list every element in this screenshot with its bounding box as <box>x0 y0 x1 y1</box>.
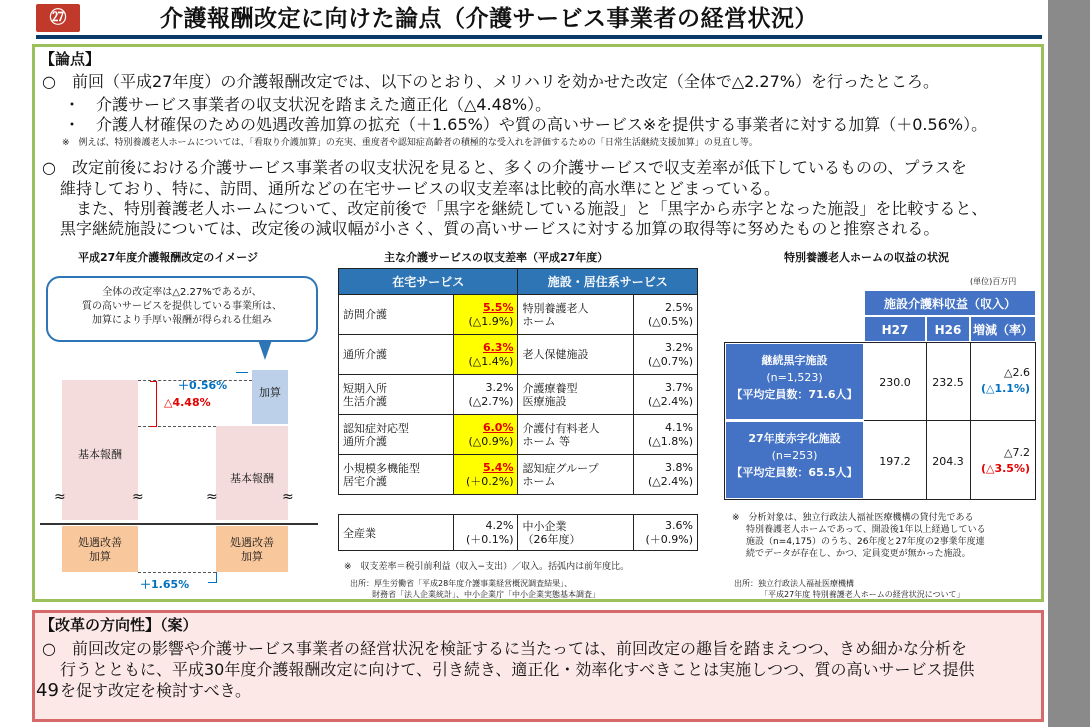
plus-165-label: ＋1.65% <box>140 578 190 591</box>
header-income: 施設介護料収益（収入） <box>864 290 1036 316</box>
ref-service-left: 全産業 <box>339 515 454 551</box>
row-value-left-rate: 6.0% <box>482 420 514 434</box>
wave-mark-2: ≈ <box>132 489 144 505</box>
ronten-heading: 【論点】 <box>40 50 101 68</box>
left-panel-title: 平成27年度介護報酬改定のイメージ <box>78 251 258 264</box>
ref-value-left-diff: (＋0.1%) <box>465 532 514 546</box>
ronten-line-2: ・ 介護サービス事業者の収支状況を踏まえた適正化（△4.48%）。 <box>64 95 552 114</box>
margin-table <box>338 268 698 495</box>
mid-source-1: 出所：厚生労働省「平成28年度介護事業経営概況調査結果」、 <box>350 579 573 588</box>
callout-line-3: 加算により手厚い報酬が得られる仕組み <box>92 315 272 326</box>
callout-line-2: 質の高いサービスを提供している事業所は、 <box>82 301 282 312</box>
red-rate: (△3.5%) <box>980 462 1030 475</box>
row-value-left-diff: (△2.7%) <box>468 394 514 408</box>
row-label-avg: 【平均定員数：71.6人】 <box>731 388 858 401</box>
ref-value-right-rate: 3.6% <box>665 518 693 532</box>
row-value-left-diff: (＋0.2%) <box>465 474 514 488</box>
row-value-right <box>633 455 697 495</box>
ref-value-right <box>633 515 697 551</box>
ronten-line-7: また、特別養護老人ホームについて、改定前後で「黒字を継続している施設」と「黒字から赤字となった施設」を比較すると、 <box>76 199 988 218</box>
shogu-right-label: 処遇改善 加算 <box>230 536 274 563</box>
ref-value-right-diff: (＋0.9%) <box>645 532 693 546</box>
right-panel-title: 特別養護老人ホームの収益の状況 <box>784 251 949 264</box>
red-h26: 204.3 <box>932 455 964 468</box>
right-note-line-4: 続でデータが存在し、かつ、定員変更が無かった施設。 <box>746 549 971 559</box>
row-service-left: 通所介護 <box>339 335 454 375</box>
ronten-line-8: 黒字継続施設については、改定後の減収幅が小さく、質の高いサービスに対する加算の取得等に努めたものと推察される。 <box>60 219 940 238</box>
page-number: 49 <box>36 680 59 701</box>
black-h26: 232.5 <box>932 376 964 389</box>
row-value-right-diff: (△1.8%) <box>648 434 693 448</box>
base-reward-left-label: 基本報酬 <box>78 448 122 461</box>
kaikaku-heading: 【改革の方向性】（案） <box>40 616 198 634</box>
col-h26: H26 <box>926 316 970 342</box>
row-value-left-diff: (△1.4%) <box>468 354 514 368</box>
callout-pointer <box>258 340 272 360</box>
row-value-right-diff: (△0.5%) <box>648 314 693 328</box>
bracket-056 <box>236 372 248 373</box>
slide-number-badge: ㉗ <box>36 4 80 32</box>
right-note-line-3: 施設（n=4,175）のうち、26年度と27年度の2事業年度連 <box>746 537 985 547</box>
right-source-2: 「平成27年度 特別養護老人ホームの経営状況について」 <box>760 590 965 599</box>
header-zaitaku: 在宅サービス <box>339 269 518 295</box>
right-note-line-2: 特別養護老人ホームであって、開設後1年以上経過している <box>746 525 986 535</box>
shogu-left-label: 処遇改善 加算 <box>78 536 122 563</box>
table-row <box>339 335 698 375</box>
row-service-left: 訪問介護 <box>339 295 454 335</box>
viewer-margin <box>1048 0 1090 727</box>
page-title: 介護報酬改定に向けた論点（介護サービス事業者の経営状況） <box>160 6 818 32</box>
row-service-right: 介護付有料老人 ホーム 等 <box>518 415 633 455</box>
row-value-right <box>633 295 697 335</box>
kaikaku-line-1: ○ 前回改定の影響や介護サービス事業者の経営状況を検証するに当たっては、前回改定の趣旨を踏まえつつ、きめ細かな分析を <box>42 639 968 658</box>
row-value-right <box>633 335 697 375</box>
plus-056-label: ＋0.56% <box>178 379 228 392</box>
row-value-left-rate: 3.2% <box>485 380 514 394</box>
row-value-left <box>454 415 518 455</box>
row-label-red <box>725 421 864 499</box>
row-value-left-rate: 6.3% <box>482 340 514 354</box>
row-label-n: (n=1,523) <box>766 371 823 384</box>
ref-service-right: 中小企業 （26年度） <box>518 515 633 551</box>
table-row <box>339 295 698 335</box>
row-label-avg: 【平均定員数：65.5人】 <box>731 466 858 479</box>
row-label-name: 27年度赤字化施設 <box>748 432 841 445</box>
row-value-right-rate: 2.5% <box>665 300 693 314</box>
kaikaku-line-2: 行うとともに、平成30年度介護報酬改定に向けて、引き続き、適正化・効率化すべきことは実施しつつ、質の高いサービス提供 <box>60 660 975 679</box>
kasan-label: 加算 <box>259 386 281 399</box>
right-note <box>732 512 985 560</box>
black-diff: △2.6 <box>1004 366 1030 379</box>
row-value-right-rate: 3.7% <box>665 380 693 394</box>
callout-text <box>52 286 312 328</box>
row-service-right: 介護療養型 医療施設 <box>518 375 633 415</box>
row-value-right-rate: 3.2% <box>665 340 693 354</box>
ref-value-left <box>454 515 518 551</box>
red-h27: 197.2 <box>879 455 911 468</box>
header-shisetsu: 施設・居住系サービス <box>518 269 698 295</box>
minus-448-label: △4.48% <box>164 396 211 409</box>
mid-note: ※ 収支差率＝税引前利益（収入−支出）／収入。括弧内は前年度比。 <box>344 562 630 572</box>
wave-mark-3: ≈ <box>206 489 218 505</box>
callout-line-1: 全体の改定率は△2.27%であるが、 <box>102 287 262 298</box>
col-rate: 増減（率） <box>970 316 1036 342</box>
reference-table <box>338 514 698 551</box>
black-rate: (△1.1%) <box>980 382 1030 395</box>
row-value-right-rate: 4.1% <box>665 420 693 434</box>
col-h27: H27 <box>864 316 926 342</box>
row-value-left-rate: 5.4% <box>482 460 514 474</box>
row-value-left <box>454 335 518 375</box>
kaikaku-line-3: を促す改定を検討すべき。 <box>60 681 252 700</box>
table-row <box>339 455 698 495</box>
title-underline <box>36 35 1042 39</box>
ronten-line-3: ・ 介護人材確保のための処遇改善加算の拡充（＋1.65%）や質の高いサービス※を提供する事業者に対する加算（＋0.56%）。 <box>64 115 988 134</box>
dashed-guide-bottom <box>138 572 216 573</box>
row-divider <box>864 420 1036 421</box>
row-label-black <box>725 343 864 420</box>
col-divider-2 <box>970 342 971 500</box>
ronten-line-6: 維持しており、特に、訪問、通所などの在宅サービスの収支差率は比較的高水準にとどまっている。 <box>60 179 781 198</box>
bracket-165 <box>208 572 217 583</box>
col-divider-1 <box>926 342 927 500</box>
table-row <box>339 415 698 455</box>
table-row <box>339 515 698 551</box>
row-service-left: 小規模多機能型 居宅介護 <box>339 455 454 495</box>
row-value-right-rate: 3.8% <box>665 460 693 474</box>
row-value-left <box>454 375 518 415</box>
wave-mark-1: ≈ <box>54 489 66 505</box>
right-source-1: 出所：独立行政法人福祉医療機構 <box>734 579 854 588</box>
row-value-right-diff: (△0.7%) <box>648 354 693 368</box>
row-value-right <box>633 375 697 415</box>
unit-label: (単位)百万円 <box>970 277 1017 286</box>
row-value-right-diff: (△2.4%) <box>648 474 693 488</box>
row-value-right <box>633 415 697 455</box>
base-reward-right-label: 基本報酬 <box>230 472 274 485</box>
row-value-right-diff: (△2.4%) <box>648 394 693 408</box>
row-value-left <box>454 295 518 335</box>
row-value-left-diff: (△1.9%) <box>468 314 514 328</box>
row-service-left: 短期入所 生活介護 <box>339 375 454 415</box>
row-service-right: 老人保健施設 <box>518 335 633 375</box>
row-value-left-diff: (△0.9%) <box>468 434 514 448</box>
table-row <box>339 375 698 415</box>
row-service-right: 認知症グループ ホーム <box>518 455 633 495</box>
baseline-divider <box>40 523 318 525</box>
black-h27: 230.0 <box>879 376 911 389</box>
right-note-line-1: ※ 分析対象は、独立行政法人福祉医療機構の貸付先である <box>732 513 974 523</box>
row-service-right: 特別養護老人 ホーム <box>518 295 633 335</box>
ref-value-left-rate: 4.2% <box>485 518 514 532</box>
ronten-line-5: ○ 改定前後における介護サービス事業者の収支状況を見ると、多くの介護サービスで収支差率が低下しているものの、プラスを <box>42 158 967 177</box>
wave-mark-4: ≈ <box>282 489 294 505</box>
row-label-name: 継続黒字施設 <box>761 354 828 367</box>
row-value-left <box>454 455 518 495</box>
mid-panel-title: 主な介護サービスの収支差率（平成27年度） <box>384 251 609 264</box>
row-service-left: 認知症対応型 通所介護 <box>339 415 454 455</box>
bracket-448 <box>150 381 157 427</box>
red-diff: △7.2 <box>1004 446 1030 459</box>
mid-source-2: 財務省「法人企業統計」、中小企業庁「中小企業実態基本調査」 <box>372 590 600 599</box>
row-value-left-rate: 5.5% <box>482 300 514 314</box>
ronten-note: ※ 例えば、特別養護老人ホームについては、「看取り介護加算」の充実、重度者や認知症高齢者の積極的な受入れを評価するための「日常生活継続支援加算」の見直し等。 <box>62 138 758 148</box>
row-label-n: (n=253) <box>771 449 818 462</box>
ronten-line-1: ○ 前回（平成27年度）の介護報酬改定では、以下のとおり、メリハリを効かせた改定（全体で△2.27%）を行ったところ。 <box>42 72 939 91</box>
